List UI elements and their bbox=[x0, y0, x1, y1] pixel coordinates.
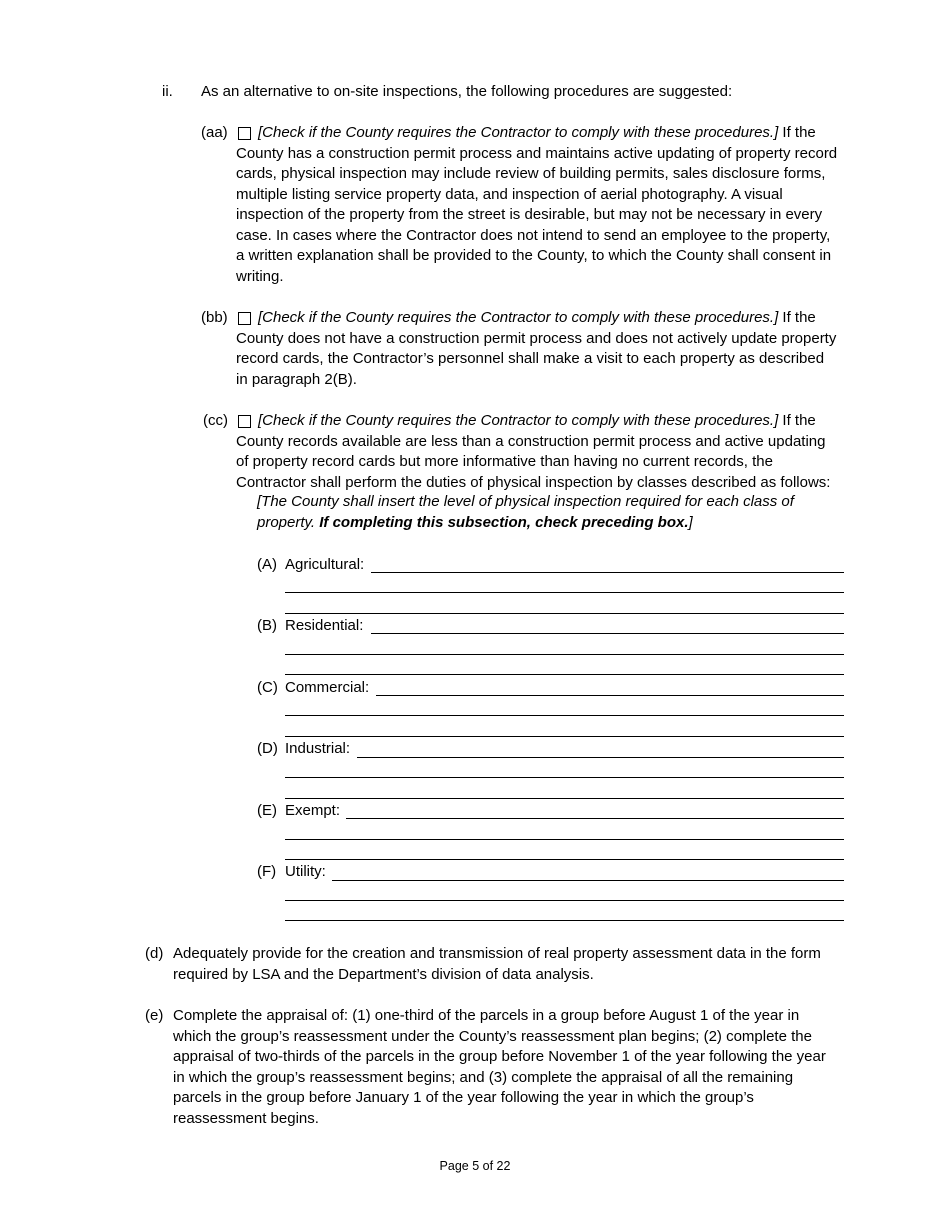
cc-note-bold: If completing this subsection, check preceding box. bbox=[319, 513, 689, 531]
class-name: Exempt: bbox=[285, 802, 341, 819]
page-number: Page 5 of 22 bbox=[439, 1159, 511, 1173]
class-input-line[interactable] bbox=[285, 592, 844, 593]
item-d-line: Adequately provide for the creation and transmission of real property assessment data in the form bbox=[173, 945, 821, 962]
cc-note-italic: property. bbox=[257, 513, 320, 531]
item-label-e: (e) bbox=[145, 1007, 164, 1024]
subsection-bb-first-line bbox=[258, 308, 868, 329]
aa-first-rest: If the bbox=[778, 124, 816, 141]
bb-line: record cards, the Contractor’s personnel shall make a visit to each property as described bbox=[236, 350, 825, 367]
aa-line: cards, physical inspection may include review of building permits, sales disclosure forms, bbox=[236, 165, 826, 182]
class-name: Residential: bbox=[285, 617, 364, 634]
bb-first-rest: If the bbox=[778, 309, 816, 326]
aa-line: case. In cases where the Contractor does not intend to send an employee to the property, bbox=[236, 226, 831, 244]
class-input-line[interactable] bbox=[285, 654, 844, 655]
class-input-line[interactable] bbox=[285, 839, 844, 840]
aa-line: a written explanation shall be provided to the County, to which the County shall consent in bbox=[236, 247, 832, 264]
cc-line: of property record cards but more informative than having no current records, the bbox=[236, 453, 773, 470]
class-input-line[interactable] bbox=[285, 715, 844, 716]
class-input-line[interactable] bbox=[285, 777, 844, 778]
cc-note-line: [The County shall insert the level of physical inspection required for each class of bbox=[257, 493, 794, 510]
bb-instruction: [Check if the County requires the Contractor to comply with these procedures.] bbox=[258, 309, 779, 326]
class-input-line-utility[interactable] bbox=[332, 880, 844, 881]
subsection-label-cc: (cc) bbox=[203, 412, 228, 429]
subsection-bb-body bbox=[236, 329, 860, 391]
aa-line: multiple listing service property data, and inspection of aerial photography. A visual bbox=[236, 185, 783, 203]
class-input-line[interactable] bbox=[285, 859, 844, 860]
class-input-line[interactable] bbox=[285, 900, 844, 901]
bb-line: in paragraph 2(B). bbox=[236, 370, 357, 388]
subsection-label-aa: (aa) bbox=[201, 124, 228, 141]
class-label: (F) bbox=[257, 863, 277, 880]
item-e-text bbox=[173, 1006, 863, 1129]
class-label: (E) bbox=[257, 802, 277, 819]
cc-first-rest: If the bbox=[778, 412, 816, 429]
item-e-line: reassessment begins. bbox=[173, 1109, 319, 1127]
subsection-aa-body bbox=[236, 144, 860, 288]
item-e-line: appraisal of two-thirds of the parcels in the group before November 1 of the year following the year bbox=[173, 1048, 826, 1065]
cc-note-end: ] bbox=[688, 513, 693, 531]
item-d-text bbox=[173, 944, 863, 985]
bb-line: County does not have a construction permit process and does not actively update property bbox=[236, 329, 837, 347]
class-name: Utility: bbox=[285, 863, 326, 880]
class-label: (D) bbox=[257, 740, 278, 757]
cc-instruction: [Check if the County requires the Contractor to comply with these procedures.] bbox=[258, 412, 779, 429]
class-label: (C) bbox=[257, 679, 278, 696]
aa-instruction: [Check if the County requires the Contractor to comply with these procedures.] bbox=[258, 124, 779, 141]
subsection-cc-first-line bbox=[258, 411, 868, 432]
aa-line: inspection of the property from the street is desirable, but may not be necessary in every bbox=[236, 206, 823, 223]
item-e-line: Complete the appraisal of: (1) one-third of the parcels in a group before August 1 of the year in bbox=[173, 1007, 800, 1024]
class-name: Industrial: bbox=[285, 740, 351, 757]
subsection-cc-body bbox=[236, 432, 860, 494]
class-input-line[interactable] bbox=[285, 674, 844, 675]
class-input-line-agricultural[interactable] bbox=[371, 572, 844, 573]
cc-line: Contractor shall perform the duties of physical inspection by classes described as follows: bbox=[236, 473, 831, 491]
class-label: (B) bbox=[257, 617, 277, 634]
subsection-aa-first-line bbox=[258, 123, 868, 144]
class-input-line[interactable] bbox=[285, 798, 844, 799]
item-e-line: parcels in the group before January 1 of the year following the year in which the group’s bbox=[173, 1089, 754, 1106]
checkbox-bb[interactable] bbox=[238, 312, 251, 325]
cc-instruction-note bbox=[257, 492, 837, 533]
class-input-line-industrial[interactable] bbox=[357, 757, 844, 758]
subsection-label-bb: (bb) bbox=[201, 309, 228, 326]
checkbox-aa[interactable] bbox=[238, 127, 251, 140]
checkbox-cc[interactable] bbox=[238, 415, 251, 428]
cc-note-line bbox=[257, 513, 837, 534]
class-input-line[interactable] bbox=[285, 736, 844, 737]
aa-line: writing. bbox=[236, 267, 284, 285]
cc-line: County records available are less than a construction permit process and active updating bbox=[236, 432, 826, 450]
item-e-line: which the group’s reassessment under the County’s reassessment plan begins; (2) complete the bbox=[173, 1027, 812, 1045]
item-d-line: required by LSA and the Department’s division of data analysis. bbox=[173, 965, 594, 983]
section-intro-text: As an alternative to on-site inspections, the following procedures are suggested: bbox=[201, 83, 733, 100]
class-name: Commercial: bbox=[285, 679, 370, 696]
class-input-line-residential[interactable] bbox=[371, 633, 844, 634]
section-number: ii. bbox=[162, 83, 173, 100]
class-label: (A) bbox=[257, 556, 277, 573]
class-input-line-commercial[interactable] bbox=[376, 695, 844, 696]
class-input-line[interactable] bbox=[285, 613, 844, 614]
aa-line: County has a construction permit process and maintains active updating of property record bbox=[236, 144, 838, 162]
class-input-line[interactable] bbox=[285, 920, 844, 921]
item-label-d: (d) bbox=[145, 945, 164, 962]
class-name: Agricultural: bbox=[285, 556, 365, 573]
class-input-line-exempt[interactable] bbox=[346, 818, 844, 819]
item-e-line: in which the group’s reassessment begins; and (3) complete the appraisal of all the remaining bbox=[173, 1068, 794, 1086]
